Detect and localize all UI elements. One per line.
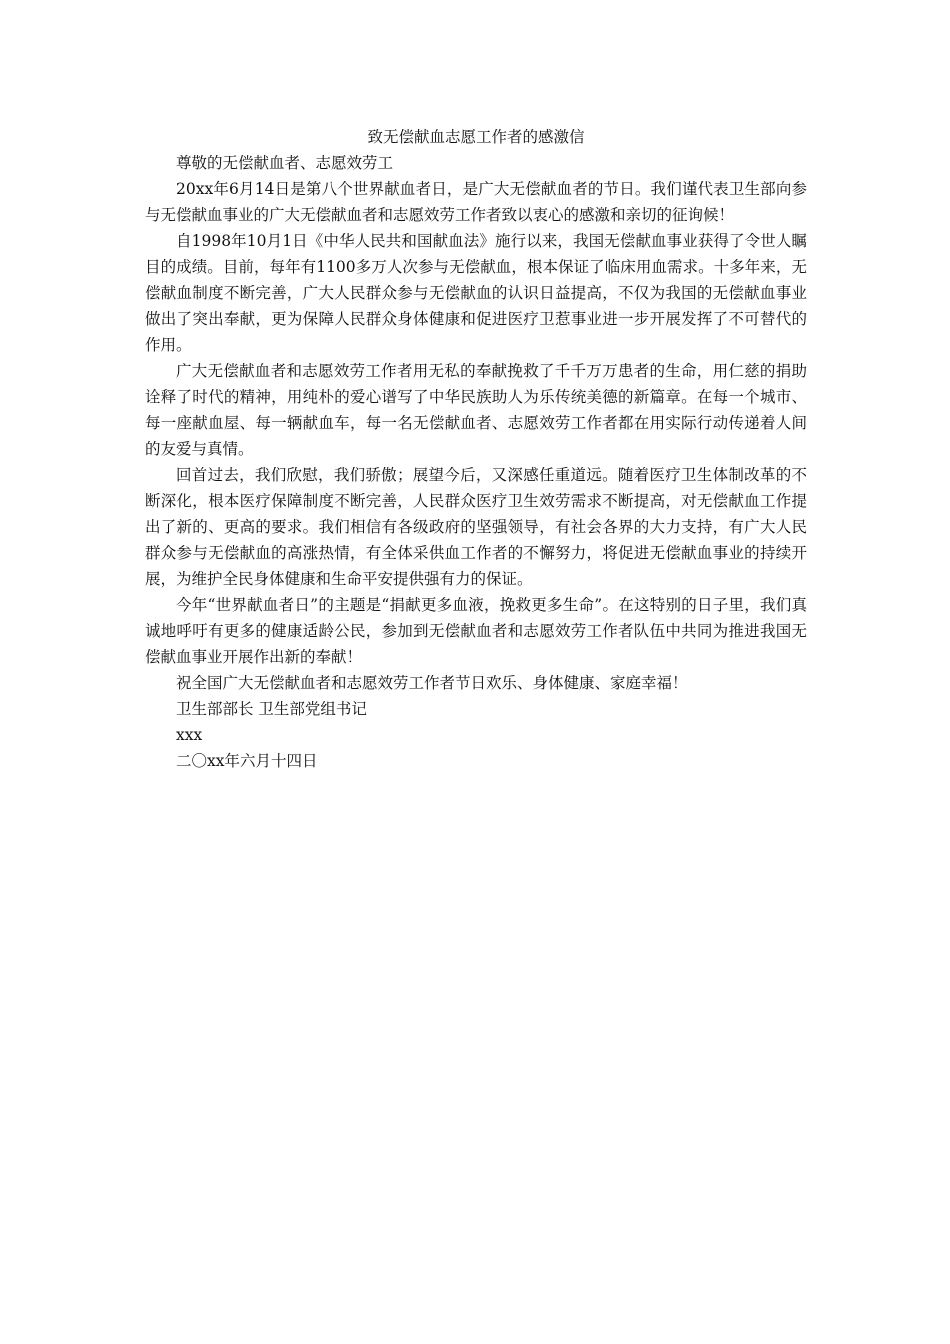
body-paragraph: 20xx年6月14日是第八个世界献血者日，是广大无偿献血者的节日。我们谨代表卫生部向参与无偿献血事业的广大无偿献血者和志愿效劳工作者致以衷心的感激和亲切的征询候！ xyxy=(145,180,807,224)
closing-wish: 祝全国广大无偿献血者和志愿效劳工作者节日欢乐、身体健康、家庭幸福！ xyxy=(176,674,688,692)
body-paragraph: 广大无偿献血者和志愿效劳工作者用无私的奉献挽救了千千万万患者的生命，用仁慈的捐助诠释了时代的精神，用纯朴的爱心谱写了中华民族助人为乐传统美德的新篇章。在每一个城市、每一座献血屋、每一辆献血车，每一名无偿献血者、志愿效劳工作者都在用实际行动传递着人间的友爱与真情。 xyxy=(145,362,807,458)
body-paragraph: 自1998年10月1日《中华人民共和国献血法》施行以来，我国无偿献血事业获得了令世人瞩目的成绩。目前，每年有1100多万人次参与无偿献血，根本保证了临床用血需求。十多年来，无偿献血制度不断完善，广大人民群众参与无偿献血的认识日益提高，不仅为我国的无偿献血事业做出了突出奉献，更为保障人民群众身体健康和促进医疗卫惹事业进一步开展发挥了不可替代的作用。 xyxy=(145,232,807,354)
document-page xyxy=(145,124,807,774)
salutation: 尊敬的无偿献血者、志愿效劳工 xyxy=(176,154,394,172)
body-paragraph: 今年“世界献血者日”的主题是“捐献更多血液，挽救更多生命”。在这特别的日子里，我们真诚地呼吁有更多的健康适龄公民，参加到无偿献血者和志愿效劳工作者队伍中共同为推进我国无偿献血事业开展作出新的奉献！ xyxy=(145,596,807,666)
document-title: 致无偿献血志愿工作者的感激信 xyxy=(367,128,585,146)
signature-name: xxx xyxy=(176,726,203,744)
signature-title: 卫生部部长 卫生部党组书记 xyxy=(176,700,367,718)
letter-date: 二〇xx年六月十四日 xyxy=(176,752,318,770)
body-paragraph: 回首过去，我们欣慰，我们骄傲；展望今后，又深感任重道远。随着医疗卫生体制改革的不断深化，根本医疗保障制度不断完善，人民群众医疗卫生效劳需求不断提高，对无偿献血工作提出了新的、更高的要求。我们相信有各级政府的坚强领导，有社会各界的大力支持，有广大人民群众参与无偿献血的高涨热情，有全体采供血工作者的不懈努力，将促进无偿献血事业的持续开展，为维护全民身体健康和生命平安提供强有力的保证。 xyxy=(145,466,807,588)
